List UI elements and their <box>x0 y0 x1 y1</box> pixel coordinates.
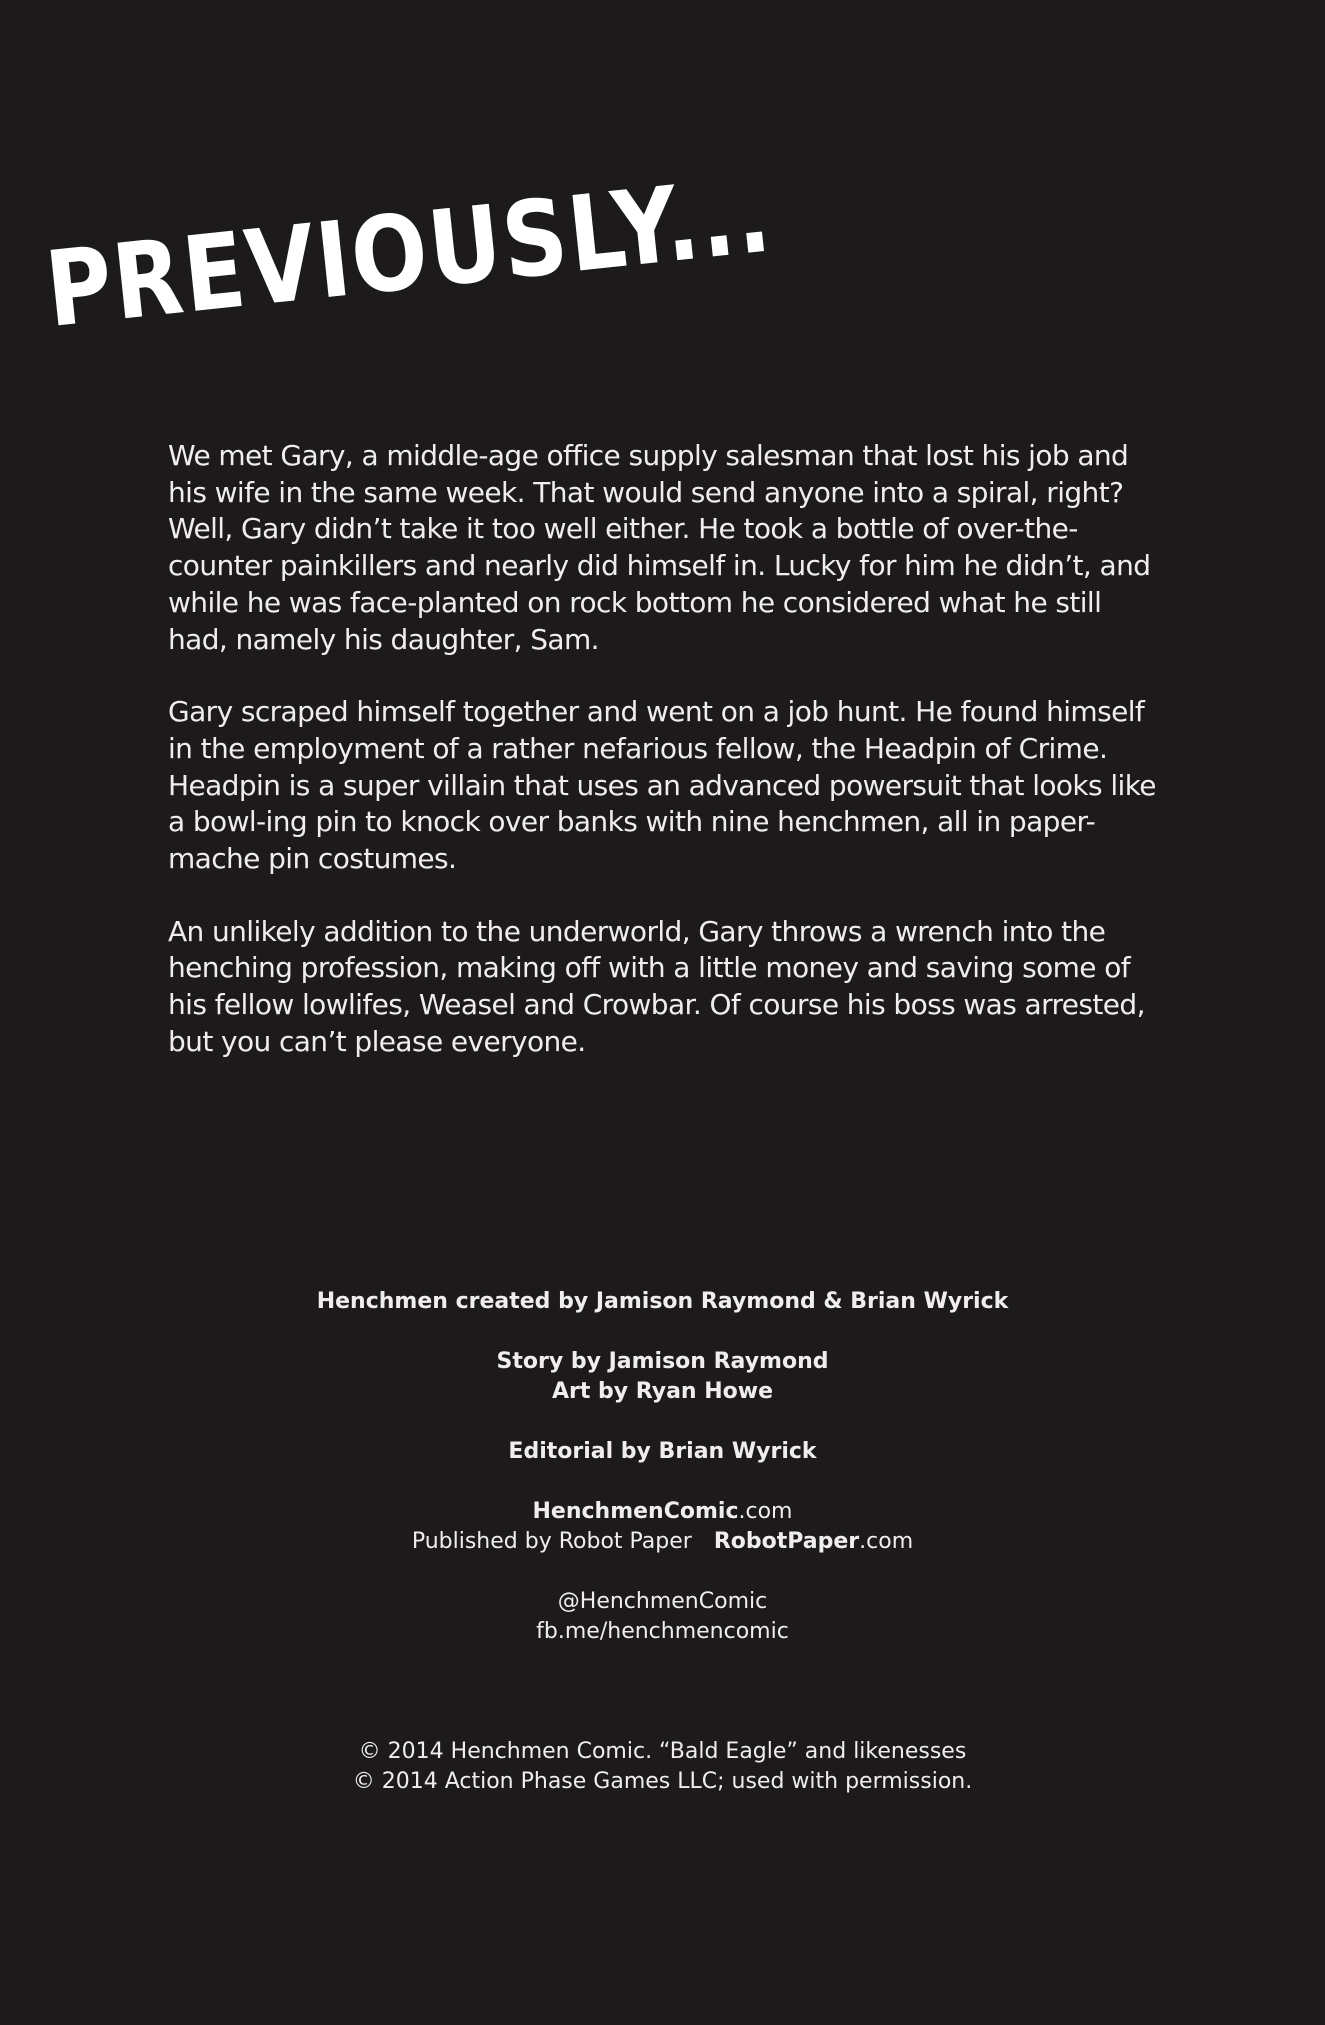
story-by: Story by Jamison Raymond <box>496 1349 829 1374</box>
created-by: Henchmen created by Jamison Raymond & Brian Wyrick <box>316 1289 1009 1314</box>
credits <box>0 1287 1325 1677</box>
copyright <box>0 1737 1325 1797</box>
summary-paragraph-1: We met Gary, a middle-age office supply salesman that lost his job and his wife in the same week. That would send anyone into a spiral, right? Well, Gary didn’t take it too well either. He took a bottle of over-the-counter painkillers and nearly did himself in. Lucky for him he didn’t, and while he was face-planted on rock bottom he considered what he still had, namely his daughter, Sam. <box>168 439 1151 656</box>
copyright-line-2: © 2014 Action Phase Games LLC; used with permission. <box>352 1769 973 1794</box>
summary-paragraph-3: An unlikely addition to the underworld, Gary throws a wrench into the henching profession, making off with a little money and saving some of his fellow lowlifes, Weasel and Crowbar. Of course his boss was arrested, but you can’t please everyone. <box>168 914 1145 1058</box>
editorial-by: Editorial by Brian Wyrick <box>508 1439 817 1464</box>
title-wrap <box>40 150 894 351</box>
social-block <box>0 1587 1325 1647</box>
summary-paragraph-2: Gary scraped himself together and went on a job hunt. He found himself in the employment of a rather nefarious fellow, the Headpin of Crime. Headpin is a super villain that uses an advanced powersuit that looks like a bowl-ing pin to knock over banks with nine henchmen, all in paper-mache pin costumes. <box>168 695 1156 876</box>
facebook-link[interactable]: fb.me/henchmencomic <box>536 1619 789 1644</box>
publisher-site-link[interactable] <box>714 1529 913 1554</box>
publisher-line <box>0 1527 1325 1557</box>
comic-site-suffix: .com <box>738 1499 793 1524</box>
links-block <box>0 1497 1325 1557</box>
publisher-site-name: RobotPaper <box>713 1529 860 1554</box>
comic-site-name: HenchmenComic <box>532 1499 739 1524</box>
art-by: Art by Ryan Howe <box>551 1379 774 1404</box>
page-title: PREVIOUSLY... <box>40 153 778 351</box>
comic-site-link[interactable] <box>0 1497 1325 1527</box>
story-art-block <box>0 1347 1325 1407</box>
copyright-line-1: © 2014 Henchmen Comic. “Bald Eagle” and likenesses <box>358 1739 967 1764</box>
published-by: Published by Robot Paper <box>411 1529 692 1554</box>
story-summary <box>168 438 1168 1097</box>
twitter-handle[interactable]: @HenchmenComic <box>557 1589 768 1614</box>
publisher-site-suffix: .com <box>859 1529 914 1554</box>
